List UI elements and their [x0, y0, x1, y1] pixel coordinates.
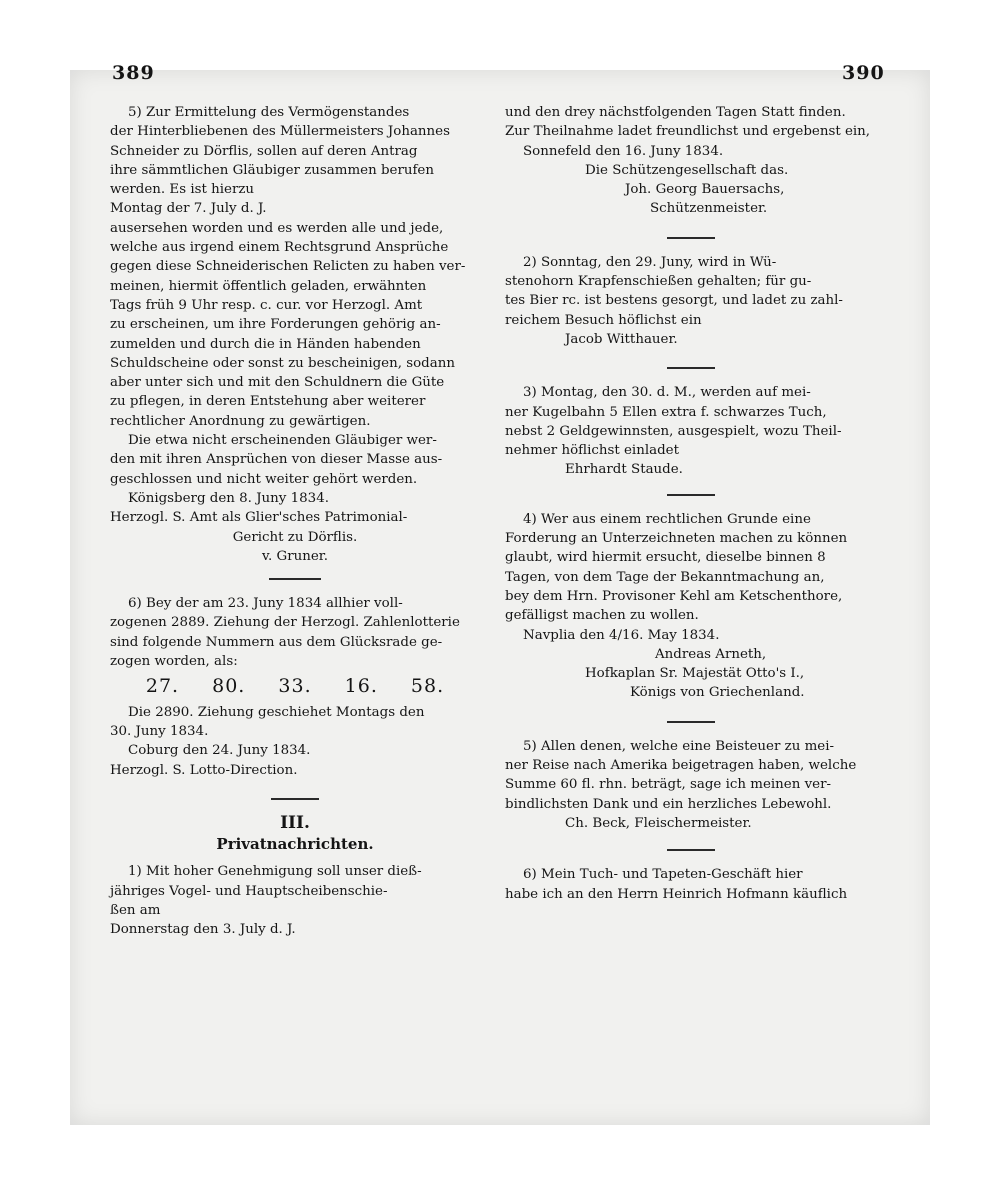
right-column [505, 103, 877, 904]
private-1 [110, 862, 480, 920]
text-line: 5) Allen denen, welche eine Beisteuer zu mei- [523, 738, 835, 754]
text-line: tes Bier rc. ist bestens gesorgt, und ladet zu zahl- [505, 293, 843, 309]
text-line: nehmer höflichst einladet [505, 443, 679, 459]
text-line: glaubt, wird hiermit ersucht, dieselbe binnen 8 [505, 550, 826, 566]
text-line: ßen am [110, 902, 161, 918]
text-line: zu erscheinen, um ihre Forderungen gehörig an- [110, 317, 441, 333]
continuation [505, 103, 877, 142]
text-line: zogenen 2889. Ziehung der Herzogl. Zahlenlotterie [110, 615, 460, 631]
section-title: Privatnachrichten. [216, 835, 374, 854]
separator-rule [667, 237, 715, 239]
private-2-signature: Jacob Witthauer. [565, 331, 678, 347]
separator-rule [667, 494, 715, 496]
text-line: ihre sämmtlichen Gläubiger zusammen berufen [110, 162, 434, 178]
text-line: welche aus irgend einem Rechtsgrund Ansprüche [110, 240, 449, 256]
text-line: Forderung an Unterzeichneten machen zu können [505, 531, 848, 547]
text-line: geschlossen und nicht weiter gehört werden. [110, 471, 418, 487]
text-line: jähriges Vogel- und Hauptscheibenschie- [110, 883, 388, 899]
text-line: Zur Theilnahme ladet freundlichst und ergebenst ein, [505, 124, 871, 140]
separator-rule [667, 849, 715, 851]
text-line: Tagen, von dem Tage der Bekanntmachung an, [505, 569, 825, 585]
text-line: meinen, hiermit öffentlich geladen, erwähnten [110, 278, 427, 294]
text-line: gegen diese Schneiderischen Relicten zu haben ver- [110, 259, 466, 275]
signature-line: v. Gruner. [262, 548, 328, 564]
signature-line: Andreas Arneth, [655, 646, 767, 662]
signature-line: Hofkaplan Sr. Majestät Otto's I., [585, 666, 805, 682]
text-line: bey dem Hrn. Provisoner Kehl am Ketschenthore, [505, 588, 843, 604]
private-4 [505, 510, 877, 626]
signature-line: Gericht zu Dörflis. [232, 529, 358, 545]
text-line: nebst 2 Geldgewinnsten, ausgespielt, wozu Theil- [505, 423, 842, 439]
notice-6-signature: Herzogl. S. Lotto-Direction. [110, 762, 298, 778]
section-numeral: III. [280, 812, 310, 833]
text-line: reichem Besuch höflichst ein [505, 312, 702, 328]
text-line: 1) Mit hoher Genehmigung soll unser dieß- [128, 864, 422, 880]
text-line: der Hinterbliebenen des Müllermeisters Johannes [110, 124, 450, 140]
left-column [110, 103, 480, 940]
text-line: rechtlicher Anordnung zu gewärtigen. [110, 413, 371, 429]
text-line: stenohorn Krapfenschießen gehalten; für gu- [505, 274, 812, 290]
text-line: 4) Wer aus einem rechtlichen Grunde eine [523, 511, 811, 527]
text-line: ausersehen worden und es werden alle und jede, [110, 220, 444, 236]
page-number-left: 389 [112, 62, 155, 84]
text-line: Schuldscheine oder sonst zu bescheinigen, sodann [110, 355, 455, 371]
separator-rule [667, 367, 715, 369]
text-line: 5) Zur Ermittelung des Vermögenstandes [128, 105, 410, 120]
private-4-place-date: Navplia den 4/16. May 1834. [523, 627, 720, 643]
text-line: 6) Bey der am 23. Juny 1834 allhier voll- [128, 596, 403, 612]
signature-line: Schützenmeister. [650, 201, 768, 217]
notice-5-signature [110, 508, 480, 566]
continuation-signature [505, 161, 877, 219]
text-line: und den drey nächstfolgenden Tagen Statt finden. [505, 105, 846, 120]
text-line: zumelden und durch die in Händen habenden [110, 336, 421, 352]
page-number-right: 390 [842, 62, 885, 84]
private-1-date: Donnerstag den 3. July d. J. [110, 922, 296, 938]
text-line: werden. Es ist hierzu [110, 182, 255, 198]
private-3-signature: Ehrhardt Staude. [565, 462, 683, 478]
text-line: den mit ihren Ansprüchen von dieser Masse aus- [110, 452, 443, 468]
text-line: 3) Montag, den 30. d. M., werden auf mei- [523, 385, 811, 401]
notice-6-next [110, 703, 480, 742]
notice-5-body [110, 219, 480, 431]
text-line: ner Kugelbahn 5 Ellen extra f. schwarzes Tuch, [505, 404, 827, 420]
text-line: Tags früh 9 Uhr resp. c. cur. vor Herzogl. Amt [110, 297, 423, 313]
notice-6-place-date: Coburg den 24. Juny 1834. [128, 743, 311, 759]
text-line: habe ich an den Herrn Heinrich Hofmann käuflich [505, 886, 848, 902]
signature-line: Herzogl. S. Amt als Glier'sches Patrimonial- [110, 510, 408, 526]
separator-rule [269, 578, 321, 580]
private-2 [505, 253, 877, 330]
text-line: ner Reise nach Amerika beigetragen haben, welche [505, 758, 857, 774]
private-4-signature [505, 645, 877, 703]
text-line: bindlichsten Dank und ein herzliches Lebewohl. [505, 796, 832, 812]
notice-5-place-date: Königsberg den 8. Juny 1834. [128, 490, 329, 506]
separator-rule [667, 721, 715, 723]
text-line: sind folgende Nummern aus dem Glücksrade ge- [110, 634, 443, 650]
text-line: aber unter sich und mit den Schuldnern die Güte [110, 375, 445, 391]
continuation-place-date: Sonnefeld den 16. Juny 1834. [523, 143, 724, 159]
text-line: Summe 60 fl. rhn. beträgt, sage ich meinen ver- [505, 777, 832, 793]
text-line: gefälligst machen zu wollen. [505, 608, 699, 624]
text-line: Die etwa nicht erscheinenden Gläubiger wer- [128, 433, 437, 449]
text-line: Schneider zu Dörflis, sollen auf deren Antrag [110, 143, 418, 159]
text-line: 2) Sonntag, den 29. Juny, wird in Wü- [523, 254, 777, 270]
signature-line: Königs von Griechenland. [630, 685, 805, 701]
private-5-signature: Ch. Beck, Fleischermeister. [565, 815, 752, 831]
notice-5-tail [110, 431, 480, 489]
text-line: 6) Mein Tuch- und Tapeten-Geschäft hier [523, 867, 803, 883]
separator-rule [271, 798, 319, 800]
notice-6 [110, 594, 480, 671]
private-6 [505, 865, 877, 904]
lottery-numbers: 27. 80. 33. 16. 58. [145, 675, 445, 698]
text-line: zu pflegen, in deren Entstehung aber weiterer [110, 394, 426, 410]
text-line: Die 2890. Ziehung geschiehet Montags den [128, 704, 425, 720]
private-5 [505, 737, 877, 814]
private-3 [505, 383, 877, 460]
text-line: 30. Juny 1834. [110, 723, 209, 739]
signature-line: Joh. Georg Bauersachs, [625, 182, 785, 198]
notice-5 [110, 103, 480, 199]
notice-5-date: Montag der 7. July d. J. [110, 201, 267, 217]
signature-line: Die Schützengesellschaft das. [585, 162, 789, 178]
text-line: zogen worden, als: [110, 654, 238, 670]
